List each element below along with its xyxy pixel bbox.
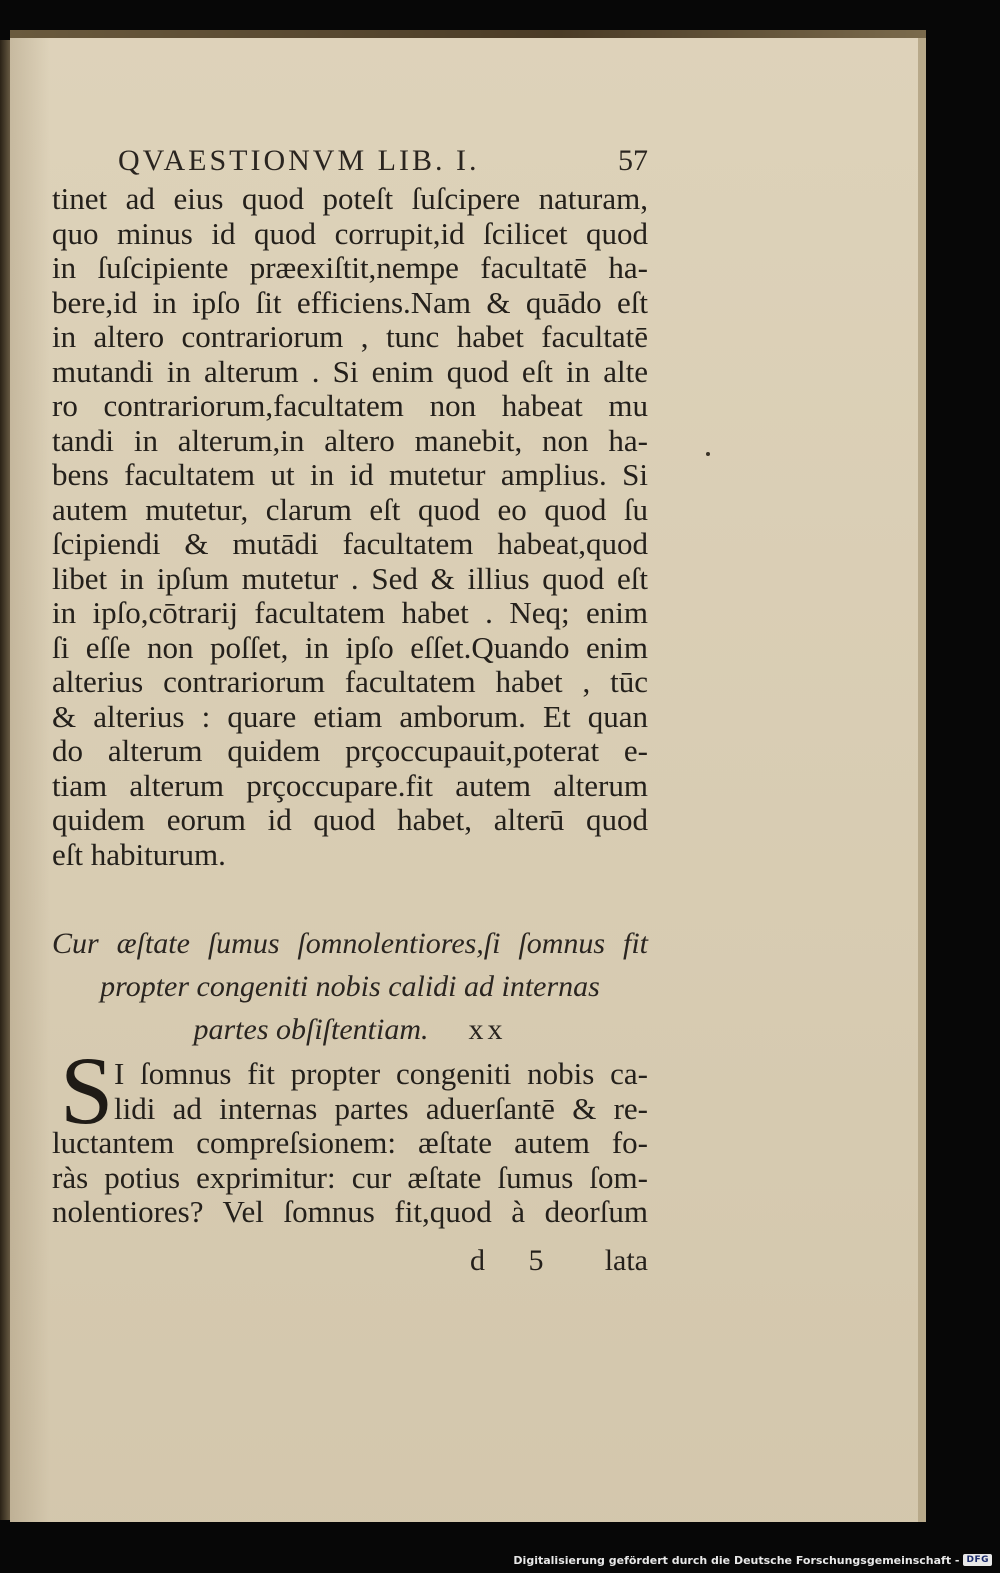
text-line: lidi ad internas partes aduerſantē & re- [114,1090,648,1126]
section-number: xx [468,1013,507,1046]
text-line: tiam alterum prçoccupare.fit autem alterum [52,767,648,803]
text-line: & alterius : quare etiam amborum. Et quan [52,698,648,734]
text-line: I ſomnus fit propter congeniti nobis ca- [114,1056,648,1091]
text-line: ro contrariorum,facultatem non habeat mu [52,388,648,423]
text-line: luctantem compreſsionem: æſtate autem fo- [52,1125,648,1160]
text-line: in ſuſcipiente præexiſtit,nempe facultatē ha- [52,250,648,285]
heading-line-text: partes obſiſtentiam. [193,1013,429,1046]
running-title: QVAESTIONVM LIB. I. [118,144,480,177]
text-line: do alterum quidem prçoccupauit,poterat e- [52,733,648,768]
heading-line [52,1008,648,1051]
paper-speck [706,452,710,456]
text-line: ràs potius exprimitur: cur æſtate ſumus ſom- [52,1159,648,1195]
text-line: quo minus id quod corrupit,id ſcilicet quod [52,215,648,251]
heading-line: propter congeniti nobis calidi ad internas [100,970,600,1003]
dfg-logo: DFG [963,1554,992,1566]
running-header [118,140,648,184]
text-line: tinet ad eius quod poteſt ſuſcipere naturam, [52,181,648,216]
text-line: bere,id in ipſo ſit efficiens.Nam & quādo eſt [52,284,648,320]
catchword: lata [604,1244,648,1277]
heading-line: Cur æſtate ſumus ſomnolentiores,ſi ſomnus fit [52,927,648,960]
text-line: in altero contrariorum , tunc habet facultatē [52,319,648,354]
text-line: nolentiores? Vel ſomnus fit,quod à deorſum [52,1194,648,1229]
signature-mark: d 5 [470,1244,562,1277]
text-line: in ipſo,cōtrarij facultatem habet . Neq; enim [52,595,648,630]
text-line: alterius contrariorum facultatem habet , tūc [52,664,648,699]
paragraph-2 [52,1056,648,1229]
page-number: 57 [618,144,648,177]
text-line: autem mutetur, clarum eſt quod eo quod ſu [52,491,648,527]
page-footer [470,1244,650,1284]
text-line: ſi eſſe non poſſet, in ipſo eſſet.Quando enim [52,629,648,665]
text-line: quidem eorum id quod habet, alterū quod [52,802,648,837]
credit-text: Digitalisierung gefördert durch die Deutsche Forschungsgemeinschaft - [513,1553,960,1567]
text-line: mutandi in alterum . Si enim quod eſt in alte [52,353,648,389]
text-line: eſt habiturum. [52,836,226,872]
text-line: tandi in alterum,in altero manebit, non ha- [52,422,648,458]
text-line: bens facultatem ut in id mutetur amplius. Si [52,457,648,492]
text-line: libet in ipſum mutetur . Sed & illius quod eſt [52,560,648,596]
digitization-credit [513,1551,992,1569]
section-heading [52,922,648,1051]
drop-cap: S [60,1056,114,1126]
paragraph-1 [52,182,648,872]
text-line: ſcipiendi & mutādi facultatem habeat,quod [52,526,648,561]
